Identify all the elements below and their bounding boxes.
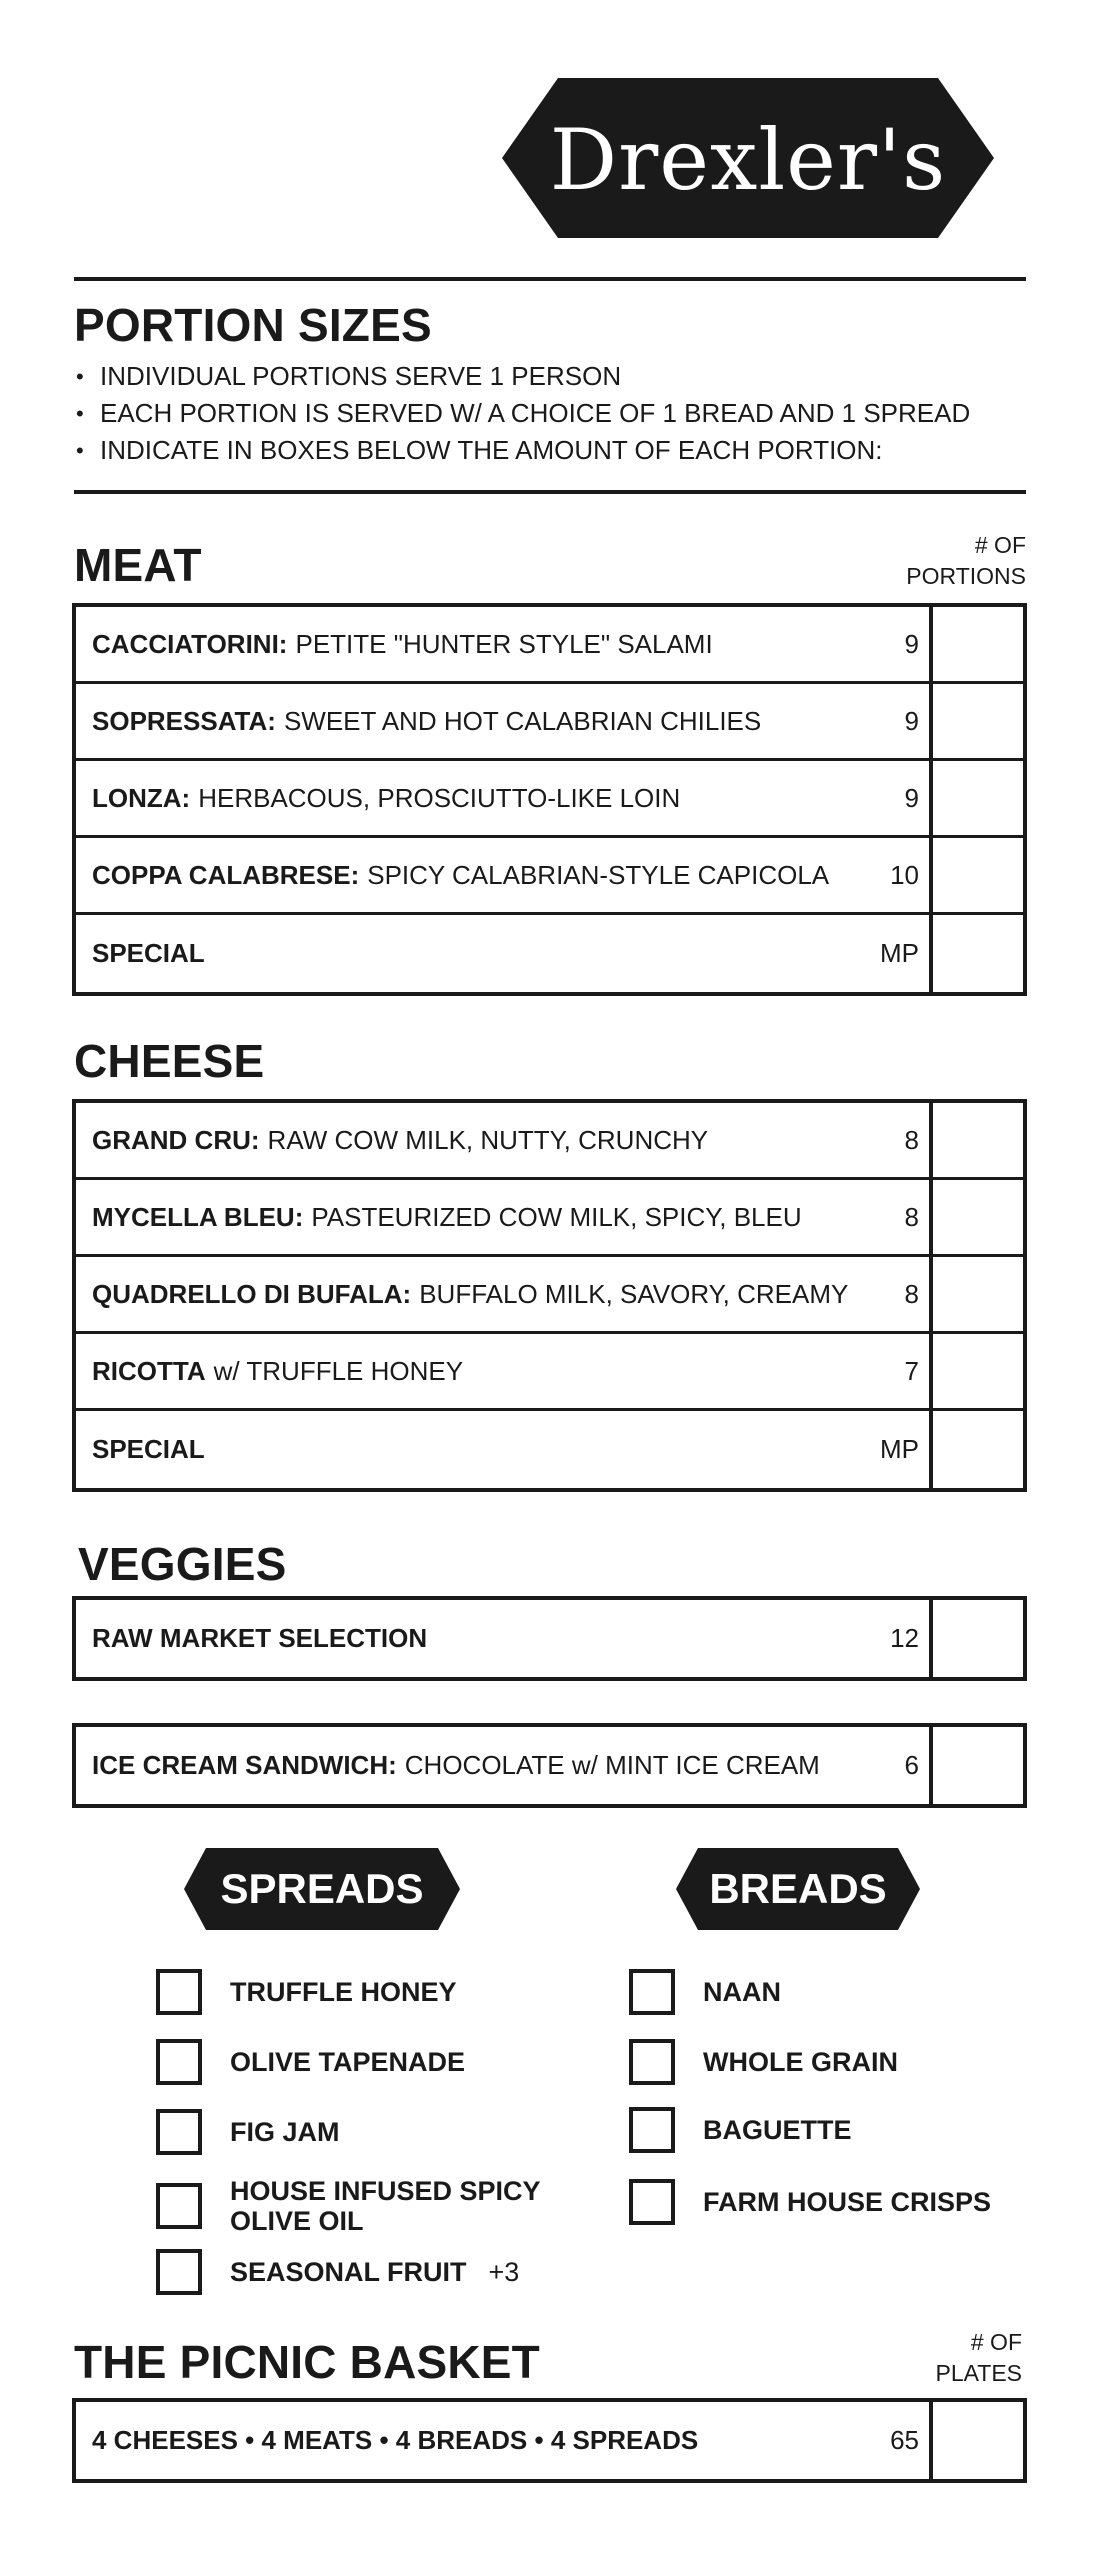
spreads-banner-label: SPREADS — [220, 1865, 424, 1912]
item-details: PASTEURIZED COW MILK, SPICY, BLEU — [311, 1201, 802, 1232]
item-name: COPPA CALABRESE: — [92, 859, 360, 890]
quantity-entry-box[interactable] — [929, 2402, 1023, 2479]
spread-checkbox[interactable] — [156, 2109, 202, 2155]
drexlers-logo — [502, 78, 994, 238]
item-price: 8 — [904, 1278, 919, 1309]
quantity-entry-box[interactable] — [929, 607, 1023, 681]
spread-checkbox[interactable] — [156, 2039, 202, 2085]
veggies-item-row — [76, 1600, 1023, 1677]
quantity-entry-box[interactable] — [929, 1180, 1023, 1254]
cheese-section-title: CHEESE — [74, 1035, 265, 1087]
item-description — [92, 2402, 706, 2479]
item-details: RAW COW MILK, NUTTY, CRUNCHY — [267, 1124, 709, 1155]
spread-checkbox[interactable] — [156, 1969, 202, 2015]
spread-option-olive-tapenade[interactable]: OLIVE TAPENADE — [156, 2038, 465, 2086]
portion-sizes-list — [74, 358, 1014, 469]
veggies-table — [72, 1596, 1027, 1681]
spread-option-truffle-honey[interactable]: TRUFFLE HONEY — [156, 1968, 457, 2016]
item-name: SOPRESSATA: — [92, 705, 276, 736]
breads-banner-label: BREADS — [709, 1865, 887, 1912]
seasonal-fruit-label: SEASONAL FRUIT +3 — [230, 2257, 520, 2287]
spread-checkbox[interactable] — [156, 2249, 202, 2295]
bread-checkbox[interactable] — [629, 2039, 675, 2085]
item-description — [92, 838, 829, 912]
cheese-item-row — [76, 1180, 1023, 1257]
spread-checkbox[interactable] — [156, 2183, 202, 2229]
meat-section-title: MEAT — [74, 539, 202, 591]
portions-column-header: # OF PORTIONS — [906, 532, 1026, 589]
cheese-table — [72, 1099, 1027, 1492]
meat-item-row — [76, 684, 1023, 761]
item-price: 8 — [904, 1201, 919, 1232]
item-name: ICE CREAM SANDWICH: — [92, 1750, 397, 1780]
item-description — [92, 1600, 435, 1677]
spicy-olive-oil-label: HOUSE INFUSED SPICY OLIVE OIL — [230, 2176, 541, 2236]
item-description — [92, 607, 713, 681]
meat-table — [72, 603, 1027, 996]
quantity-entry-box[interactable] — [929, 915, 1023, 992]
breads-banner — [676, 1848, 920, 1930]
portion-bullet: • EACH PORTION IS SERVED W/ A CHOICE OF 1 BREAD AND 1 SPREAD — [74, 395, 1014, 432]
bread-option-whole-grain[interactable]: WHOLE GRAIN — [629, 2038, 898, 2086]
item-price: 8 — [904, 1124, 919, 1155]
cheese-item-row — [76, 1103, 1023, 1180]
item-price: 6 — [904, 1750, 919, 1780]
bread-checkbox[interactable] — [629, 2179, 675, 2225]
plates-column-header: # OF PLATES — [935, 2329, 1022, 2386]
spread-option-spicy-olive-oil[interactable] — [156, 2178, 541, 2234]
item-details: BUFFALO MILK, SAVORY, CREAMY — [419, 1278, 849, 1309]
quantity-entry-box[interactable] — [929, 1727, 1023, 1804]
portion-bullet: • INDICATE IN BOXES BELOW THE AMOUNT OF EACH PORTION: — [74, 432, 1014, 469]
item-details: CHOCOLATE w/ MINT ICE CREAM — [404, 1750, 820, 1780]
item-description — [92, 761, 680, 835]
item-description — [92, 1411, 213, 1488]
item-details: HERBACOUS, PROSCIUTTO-LIKE LOIN — [198, 782, 681, 813]
item-description — [92, 1180, 802, 1254]
spread-option-seasonal-fruit[interactable] — [156, 2248, 519, 2296]
bread-option-baguette[interactable]: BAGUETTE — [629, 2106, 852, 2154]
quantity-entry-box[interactable] — [929, 1257, 1023, 1331]
quantity-entry-box[interactable] — [929, 761, 1023, 835]
portion-sizes-title: PORTION SIZES — [74, 299, 432, 351]
meat-item-row — [76, 607, 1023, 684]
item-price: MP — [880, 1434, 919, 1464]
item-price: 12 — [890, 1623, 919, 1653]
item-name: SPECIAL — [92, 938, 205, 968]
item-name: CACCIATORINI: — [92, 628, 288, 659]
veggies-section-title: VEGGIES — [78, 1538, 287, 1590]
divider-top — [74, 277, 1026, 281]
quantity-entry-box[interactable] — [929, 1334, 1023, 1408]
quantity-entry-box[interactable] — [929, 1600, 1023, 1677]
spread-option-fig-jam[interactable]: FIG JAM — [156, 2108, 340, 2156]
item-description — [92, 1257, 848, 1331]
cheese-item-row — [76, 1411, 1023, 1488]
quantity-entry-box[interactable] — [929, 838, 1023, 912]
portion-bullet: • INDIVIDUAL PORTIONS SERVE 1 PERSON — [74, 358, 1014, 395]
item-price: 9 — [904, 705, 919, 736]
item-description — [92, 1727, 820, 1804]
item-name: MYCELLA BLEU: — [92, 1201, 304, 1232]
item-price: 9 — [904, 782, 919, 813]
item-name: QUADRELLO DI BUFALA: — [92, 1278, 412, 1309]
meat-item-row — [76, 915, 1023, 992]
meat-item-row — [76, 838, 1023, 915]
item-description — [92, 684, 761, 758]
bread-option-farm-house-crisps[interactable]: FARM HOUSE CRISPS — [629, 2178, 991, 2226]
item-price: MP — [880, 938, 919, 968]
bread-checkbox[interactable] — [629, 1969, 675, 2015]
bread-option-naan[interactable]: NAAN — [629, 1968, 781, 2016]
cheese-item-row — [76, 1334, 1023, 1411]
item-name: RAW MARKET SELECTION — [92, 1623, 428, 1653]
spreads-banner — [184, 1848, 460, 1930]
item-description — [92, 1103, 708, 1177]
item-price: 65 — [890, 2425, 919, 2455]
item-name: GRAND CRU: — [92, 1124, 260, 1155]
item-name: RICOTTA — [92, 1355, 206, 1386]
quantity-entry-box[interactable] — [929, 684, 1023, 758]
dessert-table — [72, 1723, 1027, 1808]
cheese-item-row — [76, 1257, 1023, 1334]
picnic-basket-title: THE PICNIC BASKET — [74, 2336, 540, 2388]
item-name: SPECIAL — [92, 1434, 205, 1464]
seasonal-fruit-surcharge: +3 — [488, 2257, 520, 2287]
item-details: w/ TRUFFLE HONEY — [213, 1355, 464, 1386]
logo-wordmark: Drexler's — [549, 111, 947, 209]
divider-middle — [74, 490, 1026, 494]
meat-item-row — [76, 761, 1023, 838]
bread-checkbox[interactable] — [629, 2107, 675, 2153]
item-details: PETITE "HUNTER STYLE" SALAMI — [295, 628, 713, 659]
picnic-item-row — [76, 2402, 1023, 2479]
item-description — [92, 1334, 463, 1408]
item-price: 9 — [904, 628, 919, 659]
item-name: LONZA: — [92, 782, 191, 813]
item-price: 10 — [890, 859, 919, 890]
item-description — [92, 915, 213, 992]
item-details: SWEET AND HOT CALABRIAN CHILIES — [283, 705, 762, 736]
item-details: SPICY CALABRIAN-STYLE CAPICOLA — [367, 859, 830, 890]
quantity-entry-box[interactable] — [929, 1411, 1023, 1488]
item-price: 7 — [904, 1355, 919, 1386]
item-name: 4 CHEESES • 4 MEATS • 4 BREADS • 4 SPREADS — [92, 2425, 699, 2455]
dessert-item-row — [76, 1727, 1023, 1804]
quantity-entry-box[interactable] — [929, 1103, 1023, 1177]
picnic-table — [72, 2398, 1027, 2483]
